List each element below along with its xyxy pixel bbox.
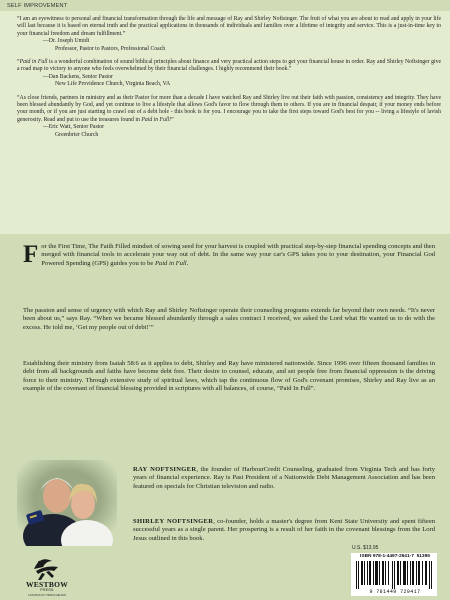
barcode-bars-icon [354,561,436,589]
author-name: SHIRLEY NOFTSINGER [133,518,214,525]
endorsement-umidi [17,16,441,53]
book-title: Paid in Full! [141,116,172,123]
endorsement-watt [17,95,441,139]
endorsement-text: “Paid in Full is a wonderful combination of sound biblical principles about finance and very practical action steps to get your financial house in order. Ray and Shirley Noftsinger give a road map to victory to anyone who feels overwhelmed by their financial challenges. I highly recommend their book.” [17,59,441,73]
drop-cap: F [23,241,39,268]
author-photo [17,460,117,546]
endorsement-author: —Eric Watt, Senior Pastor [43,124,105,131]
bio-ray: RAY NOFTSINGER, the founder of HarbourCredit Counseling, graduated from Virginia Tech and has forty years of financial experience. Ray is Past President of a Nationwide Debt Management Association and has been featured on specials for Christian television and radio. [133,466,436,490]
endorsement-role: Professor, Pastor to Pastors, Professional Coach [55,45,166,52]
book-title: Paid in Full [19,59,48,66]
intro-paragraph: For the First Time, The Faith Filled mindset of sowing seed for your harvest is coupled with practical step-by-step financial spending concepts and then merged with financial tools to accelerate your way out of debt. In the same way your car's GPS takes you to your destination, your Financial God Powered Spending (GPS) guides you to be Paid in Full. [23,241,435,268]
body-paragraph-passion: The passion and sense of urgency with which Ray and Shirley Noftsinger operate their counseling programs extends far beyond their own needs. “It's never been about us,” says Ray. “When we became blessed abundantly through a sales contract I received, we asked the Lord what He wanted us to do with the excess. He told me, ‘Get my people out of debt!’” [23,307,435,331]
endorsements-panel [0,11,450,234]
endorsement-text: “I am an eyewitness to personal and financial transformation through the life and message of Ray and Shirley Noftsinger. The fruit of what you are about to read and apply in your life will last because it is based on eternal truth and the practical applications in thousands of individuals and families over a lifetime of integrity and service. This is a just-in-time key to your financial freedom and dream fulfillment.” [17,16,441,37]
book-title: Paid in Full [154,259,187,267]
barcode-digits: 9 781449 729417 [369,589,421,595]
body-paragraph-ministry: Establishing their ministry from Isaiah 58:6 as it applies to debt, Shirley and Ray have ministered nationwide. Since 1996 over fifteen thousand families in debt from all backgrounds and faiths have become debt free. Their desire to counsel, educate, and set people free from financial oppression is the driving force to their ministry. Through extensive study of spiritual laws, which tap the continuous flow of God's covenant promises, Shirley and Ray live as an example of the covenant of financial blessing provided in scriptures with all balances, of course, “Paid In Full”. [23,360,435,393]
endorsement-role: Greenbrier Church [55,131,99,138]
price-label: U.S. $13.95 [352,545,379,551]
author-name: RAY NOFTSINGER [133,466,197,473]
endorsement-role: New Life Providence Church, Virginia Beach, VA [55,81,171,88]
bio-shirley: SHIRLEY NOFTSINGER, co-founder, holds a master's degree from Kent State University and spent fifteen successful years as a single parent. Her prospering is a result of her faith in the covenant blessings from the Lord Jesus outlined in this book. [133,518,435,542]
endorsement-author: —Dan Backens, Senior Pastor [43,73,113,80]
publisher-sub: PRESS [40,588,54,592]
barcode [351,553,437,596]
endorsement-author: —Dr. Joseph Umidi [43,38,90,45]
publisher-division: A DIVISION OF THOMAS NELSON [28,594,66,597]
endorsement-backens [17,59,441,89]
endorsement-text: “As close friends, partners in ministry and as their Pastor for more than a decade I have watched Ray and Shirley live out their faith with passion, consistency and integrity. They have been blessed abundantly by God, and yet continue to live a lifestyle that allows God's favor to flow through them to others. If you are in financial despair, if your money ends before your month, or if you are just starting to crawl out of a debt hole - this book is for you. I encourage you to take the first steps toward God's best for you -- living a lifestyle of lavish generosity. Read and put to use the treasures found in Paid in Full!” [17,94,441,123]
category-label: SELF IMPROVEMENT [7,3,68,9]
publisher-name: WESTBOW [25,580,69,589]
isbn-label: ISBN 978-1-4497-2941-7 51395 [360,554,430,559]
